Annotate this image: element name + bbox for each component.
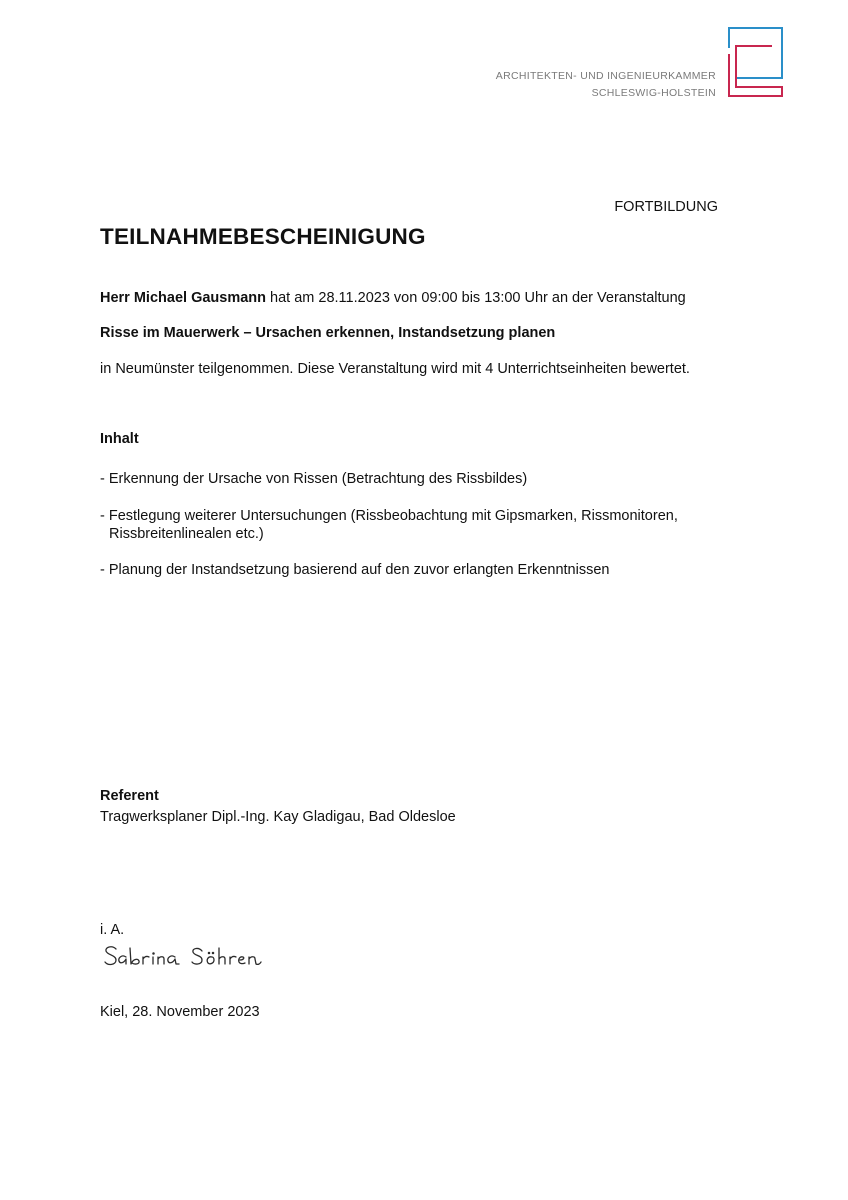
list-item xyxy=(100,507,760,543)
content-heading: Inhalt xyxy=(100,431,139,447)
list-item xyxy=(100,561,760,579)
list-item xyxy=(100,470,760,488)
org-name-line2: SCHLESWIG-HOLSTEIN xyxy=(591,87,716,99)
list-item-text: - Erkennung der Ursache von Rissen (Betrachtung des Rissbildes) xyxy=(100,471,528,487)
participant-name: Herr Michael Gausmann xyxy=(100,290,266,306)
event-title: Risse im Mauerwerk – Ursachen erkennen, Instandsetzung planen xyxy=(100,325,556,341)
on-behalf-label: i. A. xyxy=(100,922,125,938)
list-item-text: - Planung der Instandsetzung basierend auf den zuvor erlangten Erkenntnissen xyxy=(100,562,610,578)
intro-rest: hat am 28.11.2023 von 09:00 bis 13:00 Uhr an der Veranstaltung xyxy=(266,290,686,306)
intro-sentence xyxy=(100,289,686,307)
referent-name: Tragwerksplaner Dipl.-Ing. Kay Gladigau, Bad Oldesloe xyxy=(100,809,456,825)
place-and-date: Kiel, 28. November 2023 xyxy=(100,1004,260,1020)
location-line: in Neumünster teilgenommen. Diese Veranstaltung wird mit 4 Unterrichtseinheiten bewertet. xyxy=(100,361,690,377)
list-item-text: - Festlegung weiterer Untersuchungen (Rissbeobachtung mit Gipsmarken, Rissmonitoren, xyxy=(100,508,678,524)
chamber-logo xyxy=(726,26,786,103)
list-item-text-continued: Rissbreitenlinealen etc.) xyxy=(109,526,264,542)
org-name-line1: ARCHITEKTEN- UND INGENIEURKAMMER xyxy=(495,70,716,82)
document-title: TEILNAHMEBESCHEINIGUNG xyxy=(100,224,426,249)
document-category: FORTBILDUNG xyxy=(614,199,718,215)
referent-heading: Referent xyxy=(100,788,159,804)
signature xyxy=(102,940,272,979)
